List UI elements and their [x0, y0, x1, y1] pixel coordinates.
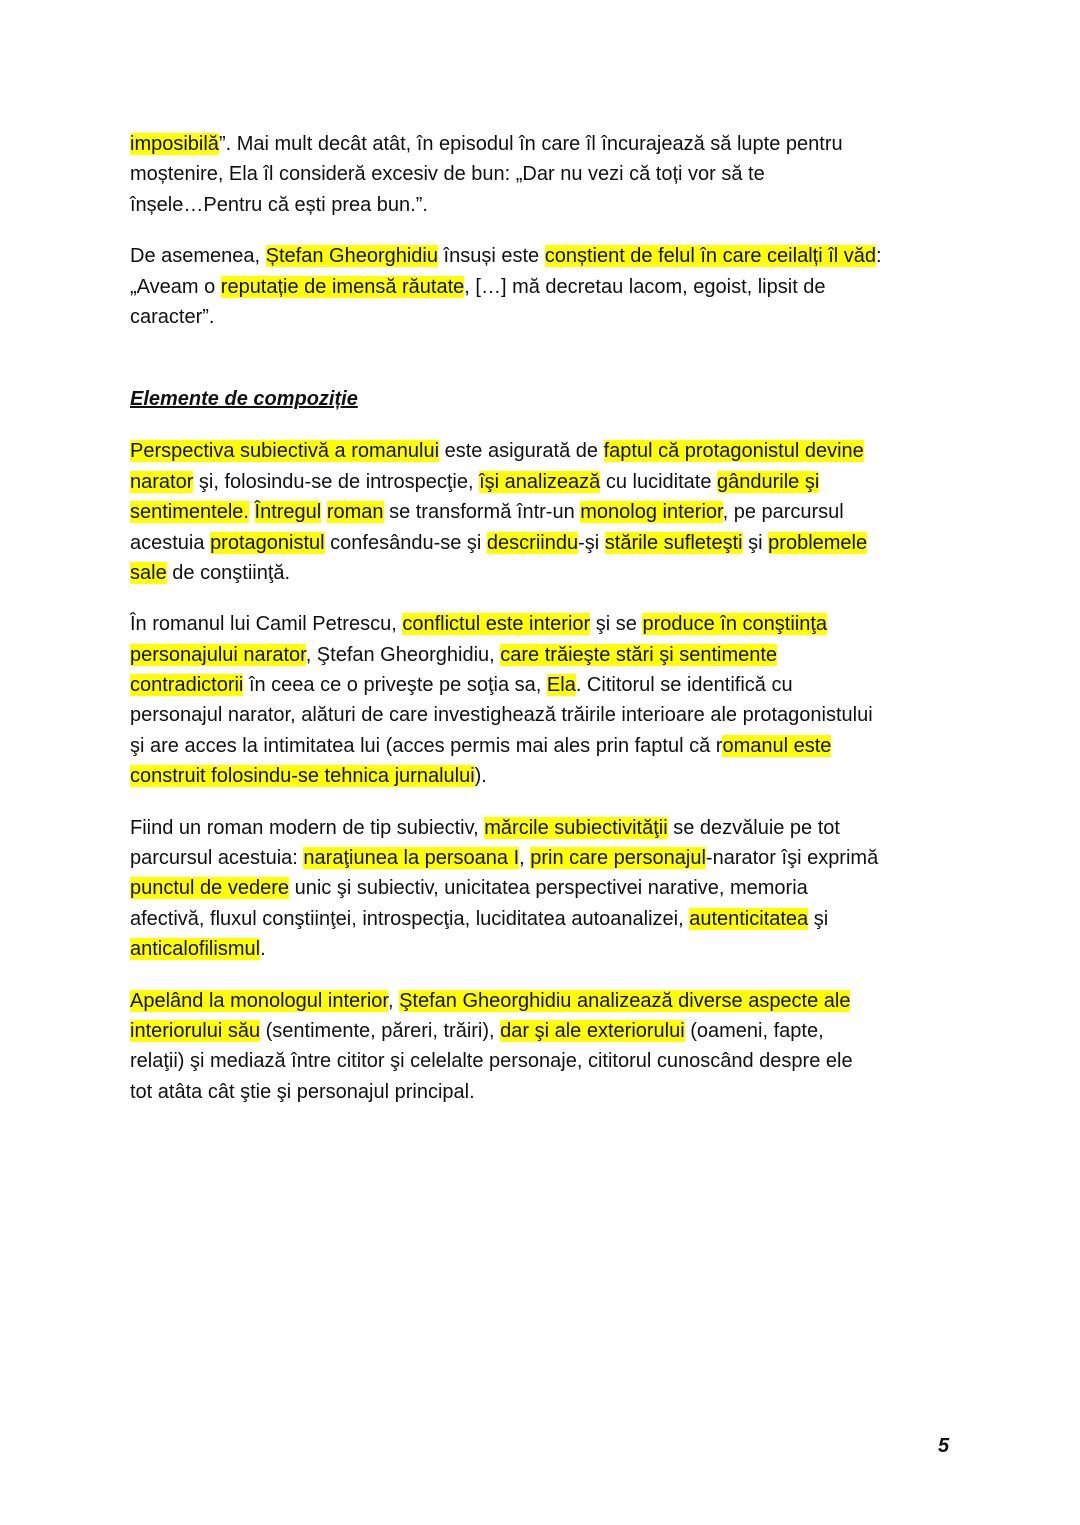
text-line	[130, 558, 1010, 588]
text-line	[130, 640, 1010, 670]
text-line	[130, 528, 1010, 558]
text-segment: se transformă într-un	[383, 501, 581, 524]
highlighted-text: protagonistul	[210, 531, 325, 554]
text-segment: Fiind un roman modern de tip subiectiv,	[130, 816, 485, 839]
text-segment: -narator îşi exprimă	[705, 847, 879, 870]
highlighted-text: punctul de vedere	[130, 877, 290, 900]
text-segment: este asigurată de	[439, 440, 604, 463]
highlighted-text: sentimentele.	[130, 501, 249, 524]
text-line	[130, 761, 1010, 791]
text-segment: .	[260, 938, 266, 961]
highlighted-text: anticalofilismul	[130, 938, 261, 961]
highlighted-text: problemele	[768, 531, 868, 554]
text-segment: caracter”.	[130, 305, 215, 328]
text-segment: parcursul acestuia:	[130, 847, 304, 870]
text-segment: , Ştefan Gheorghidiu,	[305, 643, 501, 666]
text-segment: ”. Mai mult decât atât, în episodul în care îl încurajează să lupte pentru	[218, 133, 843, 155]
text-segment: şi	[742, 531, 769, 554]
text-line	[130, 159, 1010, 189]
highlighted-text: îşi analizează	[479, 470, 601, 493]
text-segment: acestuia	[130, 531, 211, 554]
text-segment: De asemenea,	[130, 245, 266, 268]
text-segment: şi se	[590, 613, 643, 636]
highlighted-text: autenticitatea	[689, 907, 809, 930]
text-segment: , […] mă decretau lacom, egoist, lipsit de	[464, 275, 826, 298]
highlighted-text: sale	[130, 561, 167, 584]
highlighted-text: conflictul este interior	[402, 613, 591, 636]
highlighted-text: Ela	[546, 674, 576, 697]
highlighted-text: prin care personajul	[530, 847, 706, 870]
text-segment: cu luciditate	[600, 470, 717, 493]
text-segment: înșele…Pentru că ești prea bun.”.	[130, 193, 428, 216]
text-segment: se dezvăluie pe tot	[667, 816, 840, 839]
text-segment: . Cititorul se identifică cu	[575, 674, 793, 697]
highlighted-text: omanul este	[722, 734, 832, 757]
text-segment: „Aveam o	[130, 275, 221, 298]
highlighted-text: interiorului său	[130, 1019, 261, 1042]
text-line	[130, 813, 1010, 843]
highlighted-text: produce în conştiinţa	[642, 613, 828, 636]
text-segment: (oameni, fapte,	[684, 1019, 824, 1042]
text-segment: personajul narator, alături de care investighează trăirile interioare ale protagonistului	[130, 704, 873, 727]
text-line	[130, 1046, 1010, 1076]
text-segment: de conştiinţă.	[166, 561, 291, 584]
section-heading: Elemente de compoziție	[130, 388, 358, 411]
text-line	[130, 272, 1010, 302]
text-line	[130, 904, 1010, 934]
text-segment: -şi	[578, 531, 605, 554]
highlighted-text: construit folosindu-se tehnica jurnalului	[130, 765, 475, 788]
text-line	[130, 302, 1010, 332]
text-segment: ,	[387, 989, 400, 1012]
text-line	[130, 241, 1010, 271]
text-line	[130, 497, 1010, 527]
highlighted-text: personajului narator	[130, 643, 306, 666]
highlighted-text: Întregul	[254, 501, 322, 524]
text-segment: confesându-se şi	[324, 531, 487, 554]
highlighted-text: care trăieşte stări şi sentimente	[500, 643, 778, 666]
text-segment	[249, 501, 255, 523]
text-line	[130, 934, 1010, 964]
highlighted-text: contradictorii	[130, 674, 244, 697]
paragraph	[130, 129, 1010, 220]
paragraph	[130, 241, 1010, 332]
text-segment: :	[876, 245, 882, 268]
text-segment: (sentimente, păreri, trăiri),	[260, 1019, 501, 1042]
highlighted-text: narator	[130, 470, 194, 493]
text-line	[130, 1016, 1010, 1046]
highlighted-text: reputație de imensă răutate	[220, 275, 465, 298]
text-line	[130, 129, 1010, 159]
highlighted-text: roman	[326, 501, 384, 524]
text-segment: tot atâta cât ştie şi personajul principal.	[130, 1080, 475, 1103]
text-line	[130, 873, 1010, 903]
highlighted-text: stările sufleteşti	[604, 531, 743, 554]
page-number: 5	[938, 1435, 950, 1457]
text-segment: În romanul lui Camil Petrescu,	[130, 613, 403, 636]
text-segment	[321, 501, 327, 523]
text-segment: ).	[474, 765, 487, 788]
highlighted-text: dar şi ale exteriorului	[500, 1019, 685, 1042]
text-line	[130, 436, 1010, 466]
highlighted-text: mărcile subiectivităţii	[484, 816, 668, 839]
highlighted-text: Ștefan Gheorghidiu	[265, 245, 438, 268]
text-line	[130, 467, 1010, 497]
text-segment: şi are acces la intimitatea lui (acces permis mai ales prin faptul că r	[130, 734, 723, 757]
intro-paragraphs	[130, 129, 1010, 332]
text-segment: relaţii) şi mediază între cititor şi celelalte personaje, cititorul cunoscând despre ele	[130, 1050, 853, 1073]
text-segment: însuși este	[437, 245, 545, 268]
text-segment: unic şi subiectiv, unicitatea perspectivei narative, memoria	[289, 877, 808, 900]
paragraph	[130, 609, 1010, 791]
highlighted-text: descriindu	[486, 531, 579, 554]
section-paragraphs	[130, 436, 1010, 1107]
paragraph	[130, 813, 1010, 965]
text-segment: , pe parcursul	[722, 501, 844, 524]
highlighted-text: imposibilă	[130, 133, 219, 155]
highlighted-text: Ştefan Gheorghidiu analizează diverse aspecte ale	[399, 989, 851, 1012]
paragraph	[130, 986, 1010, 1108]
text-line	[130, 1077, 1010, 1107]
text-segment: şi, folosindu-se de introspecţie,	[193, 470, 480, 493]
highlighted-text: conștient de felul în care ceilalți îl văd	[544, 245, 876, 268]
text-line	[130, 986, 1010, 1016]
text-line	[130, 609, 1010, 639]
highlighted-text: Perspectiva subiectivă a romanului	[130, 440, 440, 463]
text-segment: ,	[519, 847, 531, 870]
text-line	[130, 843, 1010, 873]
highlighted-text: gândurile şi	[717, 470, 820, 493]
text-line	[130, 190, 1010, 220]
text-segment: în ceea ce o priveşte pe soţia sa,	[243, 674, 547, 697]
highlighted-text: naraţiunea la persoana I	[303, 847, 520, 870]
highlighted-text: monolog interior	[580, 501, 723, 524]
highlighted-text: Apelând la monologul interior	[130, 989, 388, 1012]
text-line	[130, 731, 1010, 761]
text-segment: moștenire, Ela îl consideră excesiv de bun: „Dar nu vezi că toți vor să te	[130, 163, 765, 186]
text-line	[130, 700, 1010, 730]
page-content	[130, 129, 1010, 1128]
paragraph	[130, 436, 1010, 588]
text-line	[130, 670, 1010, 700]
highlighted-text: faptul că protagonistul devine	[603, 440, 864, 463]
text-segment: afectivă, fluxul conştiinţei, introspecţia, luciditatea autoanalizei,	[130, 907, 690, 930]
text-segment: şi	[808, 907, 829, 930]
